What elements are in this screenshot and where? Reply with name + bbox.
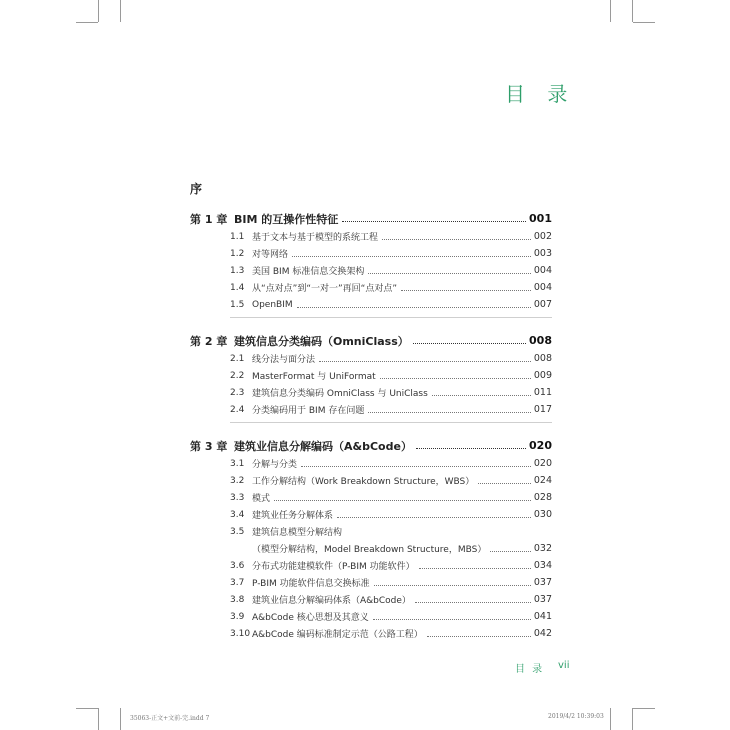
chapter-page: 001	[529, 212, 552, 225]
section-title: 建筑业任务分解体系	[252, 511, 334, 521]
toc-section-row[interactable]	[190, 574, 552, 591]
toc-gap	[190, 427, 552, 436]
section-page: 011	[533, 387, 552, 398]
section-title: 工作分解结构（Work Breakdown Structure，WBS）	[252, 477, 475, 487]
section-page: 003	[533, 248, 552, 259]
section-page: 007	[533, 299, 552, 310]
section-number: 2.1	[230, 353, 245, 364]
table-of-contents	[190, 209, 552, 642]
dot-leader	[374, 585, 531, 586]
dot-leader	[368, 273, 531, 274]
toc-section-row[interactable]	[190, 506, 552, 523]
crop-mark	[76, 22, 98, 23]
chapter-number: 第 1 章	[190, 212, 228, 226]
section-number: 1.5	[230, 299, 245, 310]
chapter-number: 第 2 章	[190, 334, 228, 348]
section-number: 3.9	[230, 611, 245, 622]
print-slug-right: 2019/4/2 10:39:03	[548, 713, 604, 720]
section-page: 009	[533, 370, 552, 381]
toc-chapter-row[interactable]	[190, 331, 552, 350]
dot-leader	[413, 343, 526, 344]
toc-section-row[interactable]	[190, 367, 552, 384]
dot-leader	[380, 378, 531, 379]
toc-section-row[interactable]	[190, 625, 552, 642]
toc-section-row[interactable]	[190, 557, 552, 574]
section-page: 028	[533, 492, 552, 503]
section-title: 分布式功能建模软件（P-BIM 功能软件）	[252, 562, 415, 572]
dot-leader	[427, 636, 531, 637]
section-number: 2.3	[230, 387, 245, 398]
crop-mark	[98, 0, 99, 22]
section-number: 3.4	[230, 509, 245, 520]
footer-label: 目 录	[515, 664, 545, 675]
crop-mark	[632, 708, 633, 730]
section-number: 1.2	[230, 248, 245, 259]
toc-section-row[interactable]	[190, 384, 552, 401]
section-title: MasterFormat 与 UniFormat	[252, 372, 376, 382]
section-number: 3.7	[230, 577, 245, 588]
dot-leader	[401, 290, 531, 291]
section-page: 041	[533, 611, 552, 622]
section-page: 032	[533, 543, 552, 554]
dot-leader	[478, 483, 531, 484]
section-page: 004	[533, 265, 552, 276]
toc-section-row[interactable]	[190, 591, 552, 608]
toc-section-row[interactable]	[190, 262, 552, 279]
toc-section-row[interactable]	[190, 489, 552, 506]
crop-mark	[610, 708, 611, 730]
section-page: 030	[533, 509, 552, 520]
section-title: 美国 BIM 标准信息交换架构	[252, 267, 365, 277]
dot-leader	[337, 517, 531, 518]
crop-mark	[632, 0, 633, 22]
dot-leader	[319, 361, 531, 362]
crop-mark	[76, 708, 98, 709]
toc-section-row[interactable]	[190, 455, 552, 472]
dot-leader	[368, 412, 531, 413]
section-title: 建筑信息分类编码 OmniClass 与 UniClass	[252, 389, 428, 399]
footer-page-number: vii	[558, 660, 570, 671]
toc-preface: 序	[190, 182, 203, 196]
dot-leader	[373, 619, 531, 620]
crop-mark	[120, 0, 121, 22]
crop-mark	[633, 708, 655, 709]
chapter-page: 008	[529, 334, 552, 347]
dot-leader	[419, 568, 531, 569]
toc-chapter-row[interactable]	[190, 436, 552, 455]
toc-section-row[interactable]	[190, 608, 552, 625]
dot-leader	[382, 239, 531, 240]
dot-leader	[292, 256, 531, 257]
section-number: 3.6	[230, 560, 245, 571]
toc-section-row[interactable]	[190, 401, 552, 418]
dot-leader	[432, 395, 531, 396]
crop-mark	[120, 708, 121, 730]
dot-leader	[490, 551, 531, 552]
section-title: （模型分解结构，Model Breakdown Structure，MBS）	[252, 545, 487, 555]
section-number: 3.2	[230, 475, 245, 486]
dot-leader	[415, 602, 531, 603]
toc-section-row[interactable]	[190, 296, 552, 313]
page-title: 目 录	[505, 82, 576, 106]
section-number: 2.2	[230, 370, 245, 381]
dot-leader	[416, 448, 526, 449]
section-page: 037	[533, 594, 552, 605]
toc-chapter-row[interactable]	[190, 209, 552, 228]
chapter-title: 建筑业信息分解编码（A&bCode）	[234, 439, 412, 453]
section-page: 002	[533, 231, 552, 242]
section-page: 008	[533, 353, 552, 364]
section-number: 1.1	[230, 231, 245, 242]
chapter-number: 第 3 章	[190, 439, 228, 453]
section-title: 模式	[252, 494, 271, 504]
section-title: 分类编码用于 BIM 存在问题	[252, 406, 365, 416]
section-title: 对等网络	[252, 250, 289, 260]
section-title: 基于文本与基于模型的系统工程	[252, 233, 379, 243]
section-number: 1.4	[230, 282, 245, 293]
section-title: P-BIM 功能软件信息交换标准	[252, 579, 370, 589]
chapter-divider	[230, 422, 552, 423]
toc-section-row[interactable]	[190, 472, 552, 489]
dot-leader	[274, 500, 531, 501]
section-number: 3.8	[230, 594, 245, 605]
section-number: 3.1	[230, 458, 245, 469]
section-title: OpenBIM	[252, 299, 293, 310]
crop-mark	[633, 22, 655, 23]
section-title: A&bCode 编码标准制定示范（公路工程）	[252, 630, 423, 640]
section-page: 020	[533, 458, 552, 469]
section-page: 017	[533, 404, 552, 415]
section-number: 1.3	[230, 265, 245, 276]
chapter-title: 建筑信息分类编码（OmniClass）	[234, 334, 409, 348]
toc-section-row[interactable]	[190, 279, 552, 296]
section-title: 从“点对点”到“一对一”再回“点对点”	[252, 284, 397, 294]
section-number: 2.4	[230, 404, 245, 415]
chapter-divider	[230, 317, 552, 318]
section-title: 建筑信息模型分解结构	[252, 528, 343, 538]
toc-gap	[190, 322, 552, 331]
section-page: 042	[533, 628, 552, 639]
dot-leader	[342, 221, 526, 222]
crop-mark	[610, 0, 611, 22]
section-title: 建筑业信息分解编码体系（A&bCode）	[252, 596, 411, 606]
section-title: 分解与分类	[252, 460, 298, 470]
print-slug-left: 35063-正文+文前-完.indd 7	[130, 715, 210, 722]
toc-section-row[interactable]	[190, 350, 552, 367]
section-title: 线分法与面分法	[252, 355, 316, 365]
section-page: 024	[533, 475, 552, 486]
dot-leader	[301, 466, 531, 467]
chapter-title: BIM 的互操作性特征	[234, 212, 339, 226]
section-page: 037	[533, 577, 552, 588]
section-number: 3.3	[230, 492, 245, 503]
crop-mark	[98, 708, 99, 730]
section-number: 3.10	[230, 628, 251, 639]
section-page: 004	[533, 282, 552, 293]
toc-section-row[interactable]	[190, 228, 552, 245]
section-title: A&bCode 核心思想及其意义	[252, 613, 369, 623]
toc-section-row[interactable]	[190, 540, 552, 557]
chapter-page: 020	[529, 439, 552, 452]
section-number: 3.5	[230, 526, 245, 537]
section-page: 034	[533, 560, 552, 571]
dot-leader	[297, 307, 531, 308]
toc-section-row[interactable]	[190, 523, 552, 540]
toc-section-row[interactable]	[190, 245, 552, 262]
